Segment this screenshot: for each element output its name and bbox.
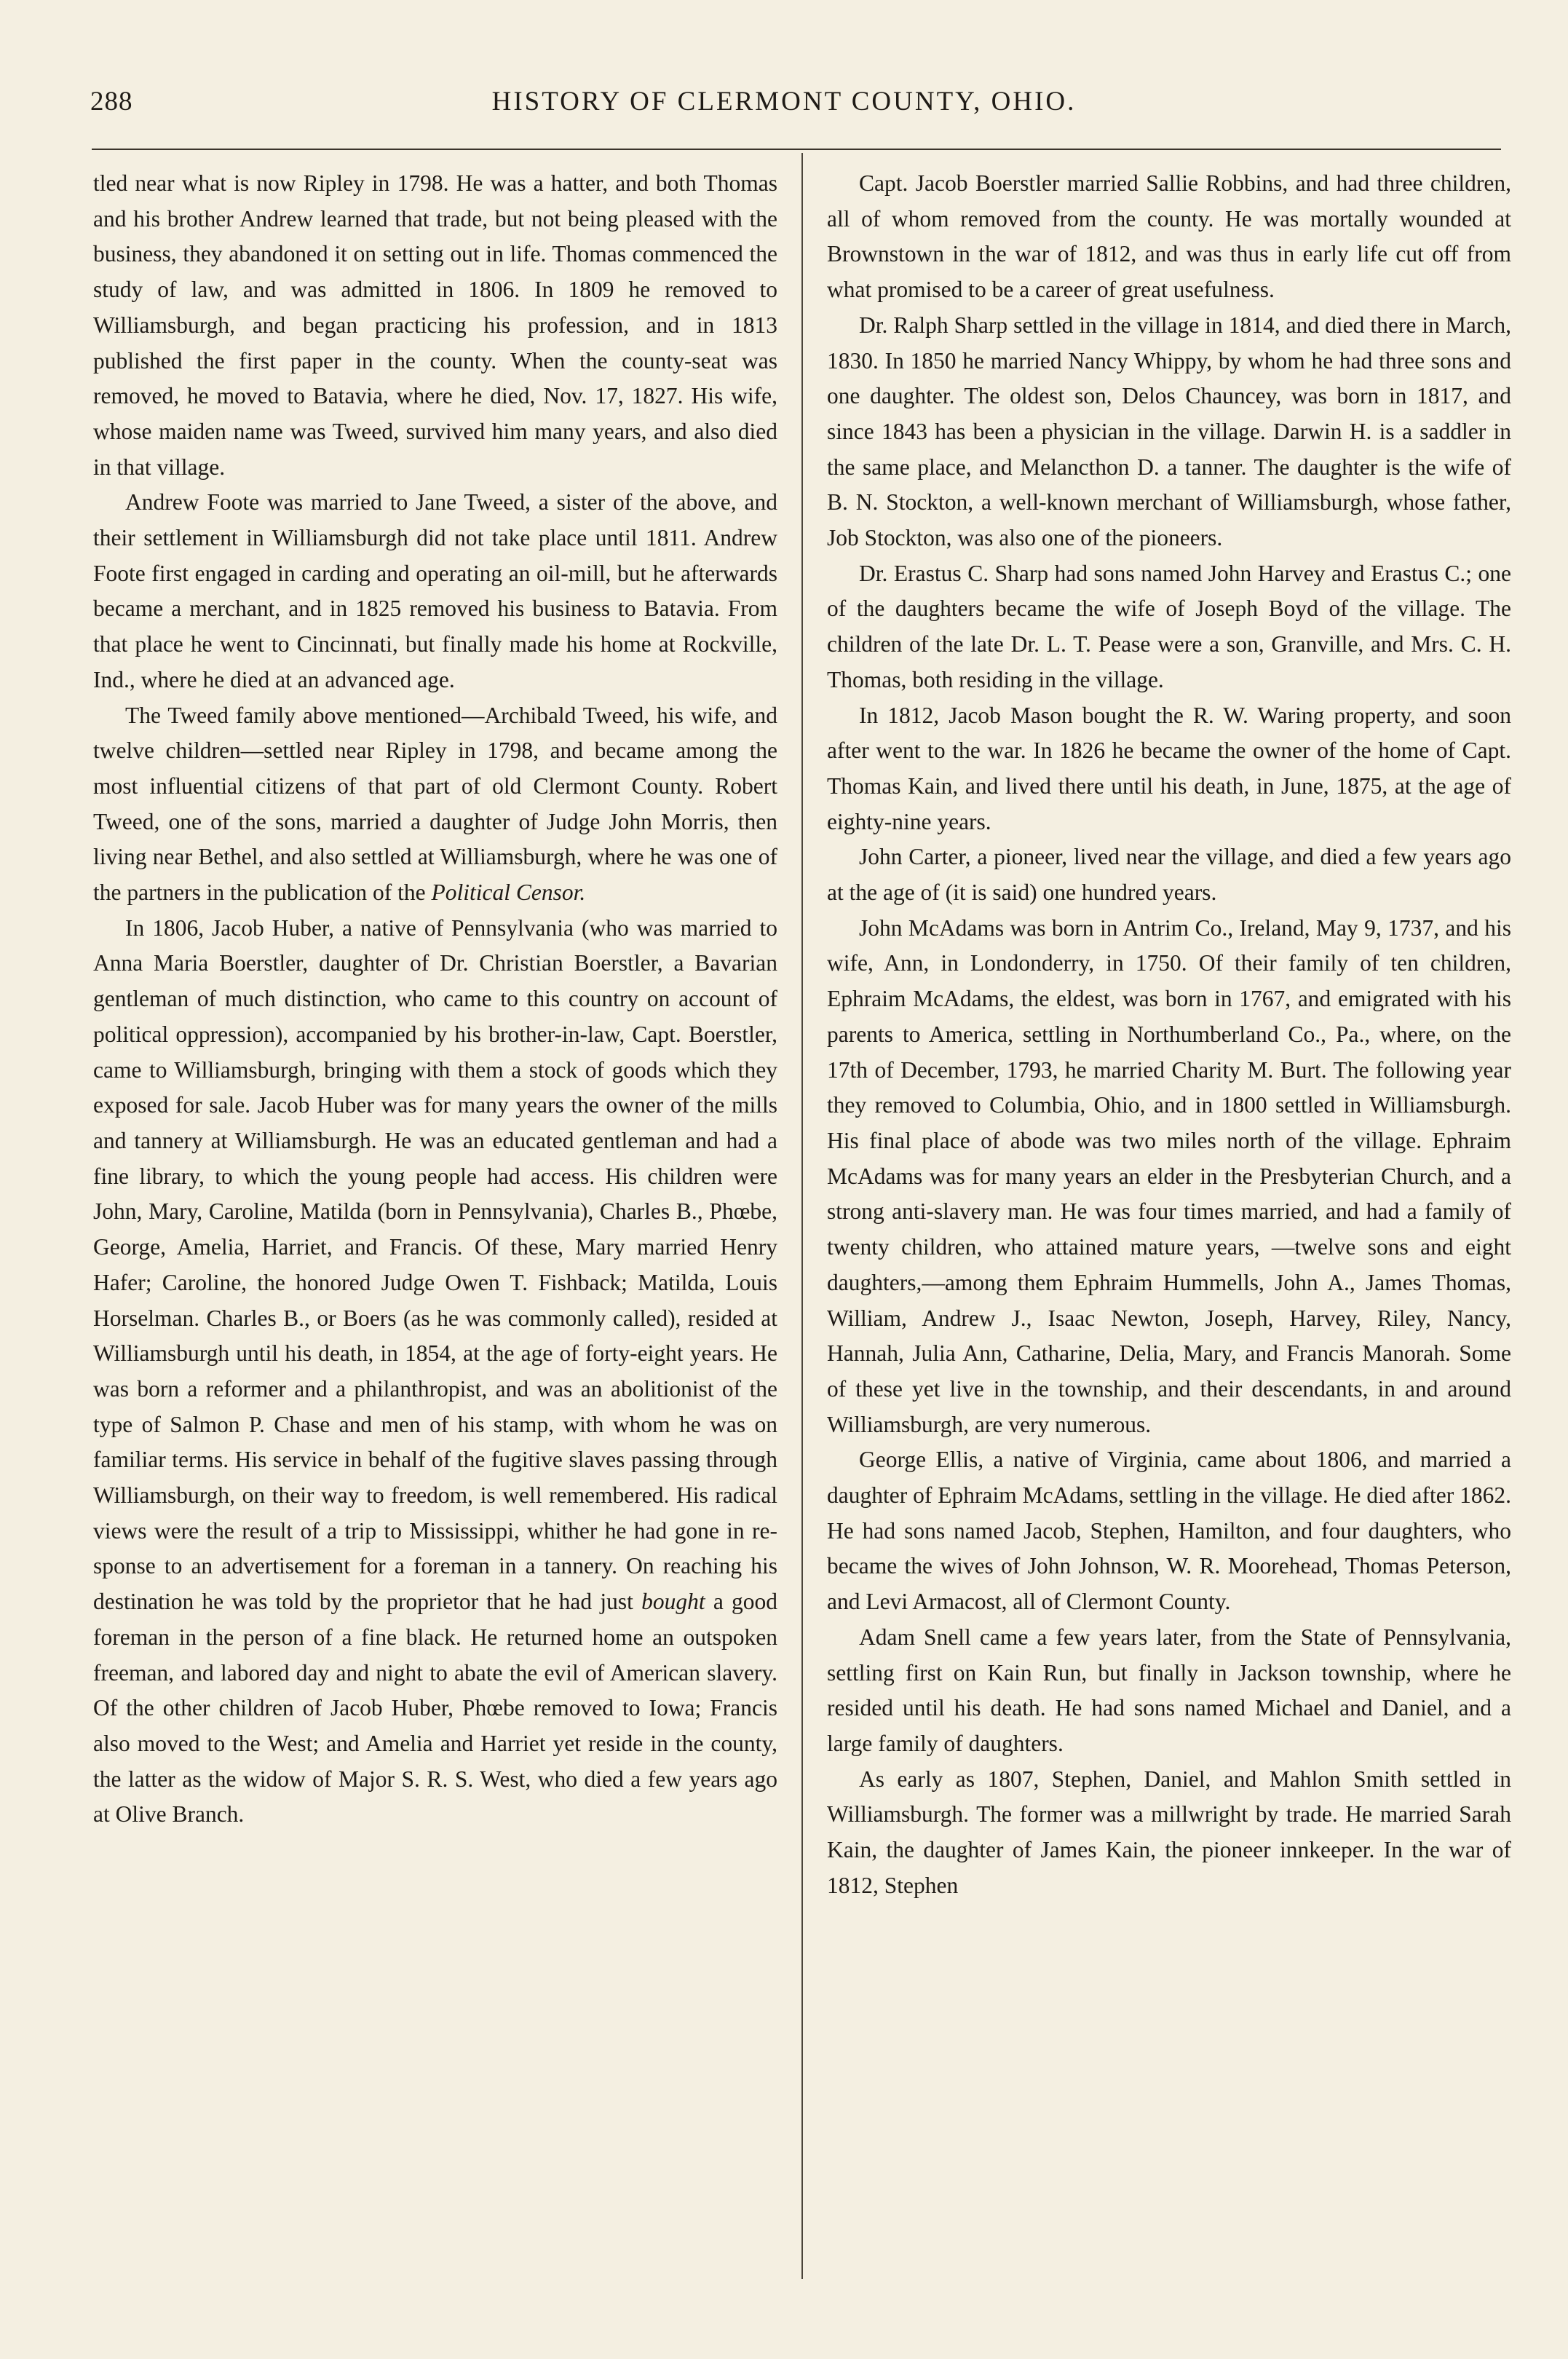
paragraph-text: In 1812, Jacob Mason bought the R. W. Waring property, and soon after went to the war. In 1826 he became the owner of the home of Capt. Thomas Kain, and lived there until his death, in June, 1875, at the age of eighty-nine years. <box>827 702 1511 834</box>
paragraph <box>827 1442 1511 1620</box>
paragraph-text: tled near what is now Ripley in 1798. He was a hatter, and both Thomas and his brother Andrew learned that trade, but not being pleased with the business, they abandoned it on setting out in life. Thomas commenced the study of law, and was admitted in 1806. In 1809 he removed to Williamsburgh, and began practicing his profession, and in 1813 published the first paper in the county. When the county-seat was removed, he moved to Batavia, where he died, Nov. 17, 1827. His wife, whose maiden name was Tweed, survived him many years, and also died in that village. <box>93 170 777 480</box>
italic-text: Political Censor. <box>431 880 586 906</box>
paragraph-text: John McAdams was born in Antrim Co., Ireland, May 9, 1737, and his wife, Ann, in Londonderry, in 1750. Of their family of ten children, Ephraim McAdams, the eldest, was born in 1767, and emigrated with his parents to America, settling in Northumberland Co., Pa., where, on the 17th of December, 1793, he married Charity M. Burt. The following year they removed to Columbia, Ohio, and in 1800 settled in Williamsburgh. His final place of abode was two miles north of the village. Ephraim McAdams was for many years an elder in the Presbyterian Church, and a strong anti-slavery man. He was four times married, and had a family of twenty children, who attained mature years, —twelve sons and eight daughters,—among them Ephraim Hummells, John A., James Thomas, William, Andrew J., Isaac Newton, Joseph, Harvey, Riley, Nancy, Hannah, Julia Ann, Catharine, Delia, Mary, and Francis Manorah. Some of these yet live in the township, and their descendants, in and around Williamsburgh, are very numerous. <box>827 914 1511 1437</box>
paragraph <box>93 485 777 698</box>
page-number: 288 <box>90 87 133 116</box>
paragraph <box>827 1762 1511 1904</box>
running-title: HISTORY OF CLERMONT COUNTY, OHIO. <box>491 87 1077 116</box>
right-column <box>827 166 1511 2299</box>
paragraph-text: Andrew Foote was married to Jane Tweed, a sister of the above, and their settlement in Williamsburgh did not take place until 1811. Andrew Foote first engaged in carding and operating an oil-mill, but he afterwards became a merchant, and in 1825 removed his business to Batavia. From that place he went to Cincinnati, but finally made his home at Rockville, Ind., where he died at an advanced age. <box>93 489 777 692</box>
paragraph <box>827 839 1511 910</box>
paragraph <box>827 1620 1511 1762</box>
paragraph-text: Dr. Erastus C. Sharp had sons named John Harvey and Erastus C.; one of the daughters became the wife of Joseph Boyd of the village. The children of the late Dr. L. T. Pease were a son, Granville, and Mrs. C. H. Thomas, both residing in the village. <box>827 560 1511 692</box>
paragraph <box>93 166 777 485</box>
paragraph <box>93 911 777 1833</box>
paragraph-text: Capt. Jacob Boerstler married Sallie Robbins, and had three children, all of whom removed from the county. He was mortally wounded at Brownstown in the war of 1812, and was thus in early life cut off from what promised to be a career of great usefulness. <box>827 170 1511 303</box>
header-rule <box>92 149 1501 150</box>
paragraph-text: a good foreman in the person of a fine black. He returned home an outspoken freeman, and labored day and night to abate the evil of American slavery. Of the other children of Jacob Huber, Phœbe removed to Iowa; Francis also moved to the West; and Amelia and Harriet yet reside in the county, the latter as the widow of Major S. R. S. West, who died a few years ago at Olive Branch. <box>93 1589 777 1827</box>
paragraph <box>827 308 1511 556</box>
paragraph-text: Dr. Ralph Sharp settled in the village in 1814, and died there in March, 1830. In 1850 he married Nancy Whippy, by whom he had three sons and one daughter. The oldest son, Delos Chauncey, was born in 1817, and since 1843 has been a physician in the village. Darwin H. is a saddler in the same place, and Melancthon D. a tanner. The daughter is the wife of B. N. Stockton, a well-known merchant of Williamsburgh, whose father, Job Stockton, was also one of the pioneers. <box>827 312 1511 551</box>
paragraph <box>827 166 1511 308</box>
paragraph-text: George Ellis, a native of Virginia, came about 1806, and married a daughter of Ephraim McAdams, settling in the village. He died after 1862. He had sons named Jacob, Stephen, Hamilton, and four daughters, who became the wives of John Johnson, W. R. Moorehead, Thomas Peterson, and Levi Armacost, all of Clermont County. <box>827 1447 1511 1615</box>
paragraph <box>827 556 1511 698</box>
italic-text: bought <box>641 1589 705 1615</box>
left-column <box>93 166 777 2299</box>
paragraph-text: Adam Snell came a few years later, from the State of Pennsylvania, settling first on Kain Run, but finally in Jackson township, where he resided until his death. He had sons named Michael and Daniel, and a large family of daughters. <box>827 1624 1511 1756</box>
column-divider <box>801 153 803 2279</box>
page-header <box>80 86 1488 130</box>
paragraph-text: The Tweed family above mentioned—Archibald Tweed, his wife, and twelve children—settled near Ripley in 1798, and became among the most influential citizens of that part of old Clermont County. Robert Tweed, one of the sons, married a daughter of Judge John Morris, then living near Bethel, and also settled at Williamsburgh, where he was one of the partners in the publication of the <box>93 702 777 906</box>
paragraph <box>93 698 777 911</box>
paragraph-text: In 1806, Jacob Huber, a native of Pennsylvania (who was married to Anna Maria Boerstler, daughter of Dr. Christian Boerstler, a Bavarian gentleman of much distinction, who came to this country on account of political oppression), accompanied by his brother-in-law, Capt. Boerstler, came to Williamsburgh, bringing with them a stock of goods which they exposed for sale. Jacob Huber was for many years the owner of the mills and tannery at Williamsburgh. He was an educated gentleman and had a fine library, to which the young people had access. His children were John, Mary, Caroline, Matilda (born in Pennsylvania), Charles B., Phœbe, George, Amelia, Harriet, and Francis. Of these, Mary married Henry Hafer; Caroline, the honored Judge Owen T. Fishback; Matilda, Louis Horselman. Charles B., or Boers (as he was commonly called), resided at Williamsburgh until his death, in 1854, at the age of forty-eight years. He was born a reformer and a philanthropist, and was an abolitionist of the type of Salmon P. Chase and men of his stamp, with whom he was on familiar terms. His service in behalf of the fugitive slaves passing through Williamsburgh, on their way to freedom, is well remembered. His radical views were the result of a trip to Mississippi, whither he had gone in response to an advertisement for a foreman in a tannery. On reaching his destination he was told by the proprietor that he had just <box>93 914 777 1615</box>
paragraph-text: John Carter, a pioneer, lived near the village, and died a few years ago at the age of (it is said) one hundred years. <box>827 844 1511 906</box>
paragraph <box>827 911 1511 1443</box>
paragraph-text: As early as 1807, Stephen, Daniel, and Mahlon Smith settled in Williamsburgh. The former was a millwright by trade. He married Sarah Kain, the daughter of James Kain, the pioneer innkeeper. In the war of 1812, Stephen <box>827 1766 1511 1898</box>
paragraph <box>827 698 1511 840</box>
